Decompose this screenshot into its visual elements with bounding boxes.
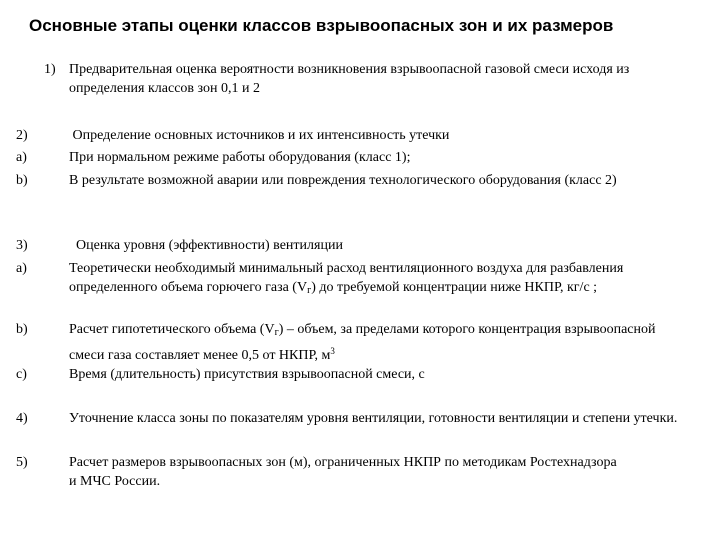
superscript: 3 xyxy=(330,346,335,356)
item-text-end: ) до требуемой концентрации ниже НКПР, кг/с ; xyxy=(311,280,598,295)
item-text: Расчет размеров взрывоопасных зон (м), ограниченных НКПР по методикам Ростехнадзора и МЧС России. xyxy=(69,455,617,489)
item-text: В результате возможной аварии или повреждения технологического оборудования (класс 2) xyxy=(69,173,617,188)
item-marker: b) xyxy=(16,322,28,337)
item-text: Определение основных источников и их интенсивность утечки xyxy=(69,128,450,143)
list-item-3a xyxy=(16,259,686,300)
item-marker: 3) xyxy=(16,238,28,253)
item-text xyxy=(69,259,686,300)
list-item-1 xyxy=(16,60,686,98)
list-item-4 xyxy=(16,409,686,428)
item-text: При нормальном режиме работы оборудования (класс 1); xyxy=(69,150,411,165)
item-text-start: Теоретически необходимый минимальный расход вентиляционного воздуха для разбавления определенного объема горючего газа (V xyxy=(69,261,624,295)
item-marker: 5) xyxy=(16,455,28,470)
list-item-2b xyxy=(16,171,686,190)
item-text-end: ) – объем, за пределами которого концентрация взрывоопасной смеси газа составляет менее 0,5 от НКПР, м xyxy=(69,322,656,363)
item-marker: 1) xyxy=(44,62,56,77)
list-item-5 xyxy=(16,453,686,491)
item-marker: b) xyxy=(16,173,28,188)
list-item-2 xyxy=(16,126,686,145)
item-marker: a) xyxy=(16,150,27,165)
subscript: г xyxy=(307,285,312,296)
list-item-3c xyxy=(16,365,686,384)
item-text xyxy=(69,320,686,365)
item-text: Время (длительность) присутствия взрывоопасной смеси, с xyxy=(69,367,425,382)
item-marker: 4) xyxy=(16,411,28,426)
item-marker: 2) xyxy=(16,128,28,143)
list-item-3 xyxy=(16,236,686,255)
list-item-2a xyxy=(16,148,686,167)
page-title: Основные этапы оценки классов взрывоопасных зон и их размеров xyxy=(29,16,614,35)
item-text: Оценка уровня (эффективности) вентиляции xyxy=(69,238,343,253)
subscript: г xyxy=(274,327,279,338)
item-marker: a) xyxy=(16,261,27,276)
list-item-3b xyxy=(16,320,686,365)
item-text: Предварительная оценка вероятности возникновения взрывоопасной газовой смеси исходя из определения классов зон 0,1 и 2 xyxy=(69,62,630,96)
item-marker: c) xyxy=(16,367,27,382)
item-text-start: Расчет гипотетического объема (V xyxy=(69,322,275,337)
item-text: Уточнение класса зоны по показателям уровня вентиляции, готовности вентиляции и степени утечки. xyxy=(69,411,678,426)
